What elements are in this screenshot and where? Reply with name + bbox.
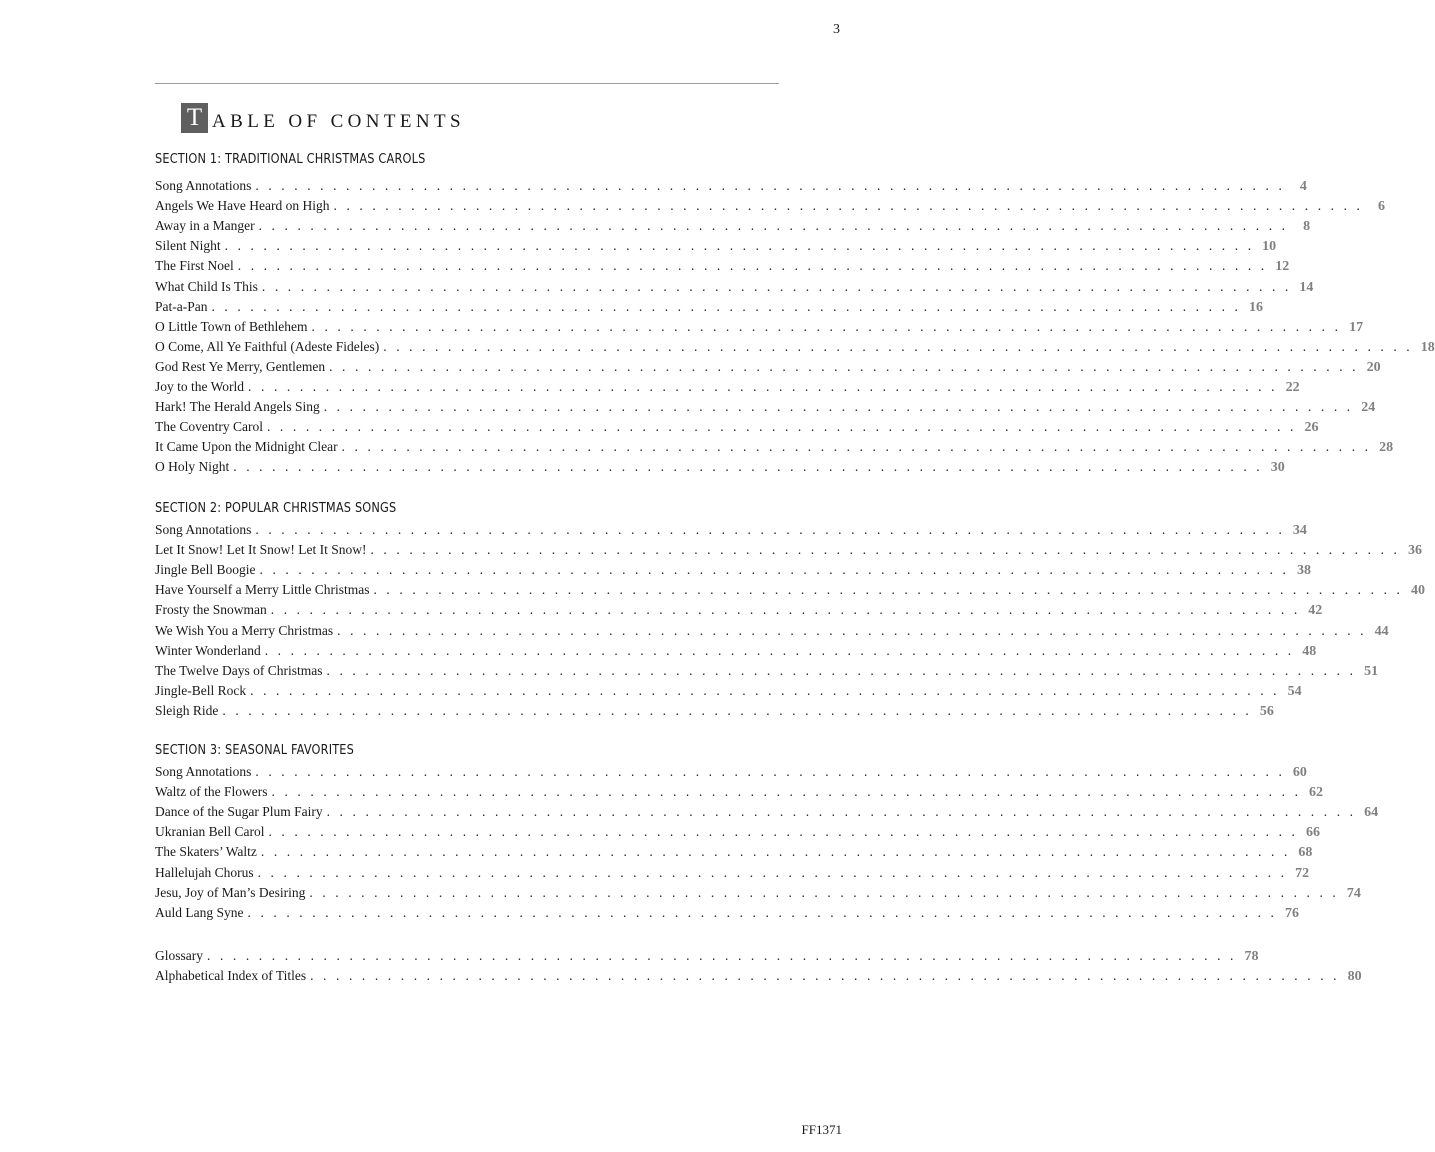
dot-leader: . . . . . . . . . . . . . . . . . . . . . . . . . . . . . . . . . . . . . . . . . . . . . . . . . . . . . . . . . . . . . . . . . . . . . . . . . . . . . . . . bbox=[233, 459, 1263, 475]
toc-entry-title: Dance of the Sugar Plum Fairy bbox=[155, 804, 323, 820]
dot-leader: . . . . . . . . . . . . . . . . . . . . . . . . . . . . . . . . . . . . . . . . . . . . . . . . . . . . . . . . . . . . . . . . . . . . . . . . . . . . . . . . bbox=[248, 379, 1278, 394]
toc-entry-title: Angels We Have Heard on High bbox=[155, 198, 330, 214]
toc-entry-title: Alphabetical Index of Titles bbox=[155, 968, 307, 984]
toc-entry bbox=[155, 540, 1422, 560]
dot-leader: . . . . . . . . . . . . . . . . . . . . . . . . . . . . . . . . . . . . . . . . . . . . . . . . . . . . . . . . . . . . . . . . . . . . . . . . . . . . . . . . bbox=[309, 884, 1339, 900]
section-2-heading: SECTION 2: POPULAR CHRISTMAS SONGS bbox=[155, 500, 397, 516]
toc-entry-title: Silent Night bbox=[155, 238, 221, 254]
dot-leader: . . . . . . . . . . . . . . . . . . . . . . . . . . . . . . . . . . . . . . . . . . . . . . . . . . . . . . . . . . . . . . . . . . . . . . . . . . . . . . . . bbox=[326, 804, 1357, 820]
toc-entry-page: 68 bbox=[1298, 845, 1313, 861]
toc-entry bbox=[155, 297, 1264, 317]
dot-leader: . . . . . . . . . . . . . . . . . . . . . . . . . . . . . . . . . . . . . . . . . . . . . . . . . . . . . . . . . . . . . . . . . . . . . . . . . . . . . . . . bbox=[311, 318, 1342, 334]
toc-entry-title: Hallelujah Chorus bbox=[155, 864, 254, 880]
toc-entry-title: O Holy Night bbox=[155, 459, 230, 475]
dot-leader: . . . . . . . . . . . . . . . . . . . . . . . . . . . . . . . . . . . . . . . . . . . . . . . . . . . . . . . . . . . . . . . . . . . . . . . . . . . . . . . . bbox=[370, 542, 1400, 558]
toc-entry-page: 66 bbox=[1306, 825, 1321, 841]
toc-entry bbox=[155, 802, 1379, 822]
toc-entry-title: Jingle Bell Boogie bbox=[155, 562, 256, 578]
toc-entry-page: 34 bbox=[1292, 523, 1307, 538]
toc-entry-title: Have Yourself a Merry Little Christmas bbox=[155, 582, 370, 598]
toc-entry-page: 6 bbox=[1378, 199, 1386, 215]
dot-leader: . . . . . . . . . . . . . . . . . . . . . . . . . . . . . . . . . . . . . . . . . . . . . . . . . . . . . . . . . . . . . . . . . . . . . . . . . . . . . . . . bbox=[268, 824, 1299, 840]
toc-entry-page: 12 bbox=[1275, 259, 1290, 275]
dot-leader: . . . . . . . . . . . . . . . . . . . . . . . . . . . . . . . . . . . . . . . . . . . . . . . . . . . . . . . . . . . . . . . . . . . . . . . . . . . . . . . . bbox=[255, 178, 1285, 193]
toc-entry-page: 24 bbox=[1361, 400, 1376, 416]
toc-entry-page: 44 bbox=[1374, 623, 1389, 639]
section-1-heading: SECTION 1: TRADITIONAL CHRISTMAS CAROLS bbox=[155, 151, 426, 167]
toc-entry-page: 22 bbox=[1285, 380, 1300, 395]
dot-leader: . . . . . . . . . . . . . . . . . . . . . . . . . . . . . . . . . . . . . . . . . . . . . . . . . . . . . . . . . . . . . . . . . . . . . . . . . . . . . . . . bbox=[310, 968, 1340, 984]
toc-entry-page: 8 bbox=[1303, 219, 1311, 235]
dot-leader: . . . . . . . . . . . . . . . . . . . . . . . . . . . . . . . . . . . . . . . . . . . . . . . . . . . . . . . . . . . . . . . . . . . . . . . . . . . . . . . . bbox=[237, 258, 1268, 274]
toc-entry bbox=[155, 216, 1311, 236]
toc-entry-page: 40 bbox=[1411, 583, 1425, 599]
toc-entry-page: 16 bbox=[1249, 299, 1264, 315]
toc-entry-title: What Child Is This bbox=[155, 278, 258, 294]
toc-entry-page: 78 bbox=[1244, 949, 1259, 964]
toc-entry-page: 20 bbox=[1366, 359, 1381, 375]
dot-leader: . . . . . . . . . . . . . . . . . . . . . . . . . . . . . . . . . . . . . . . . . . . . . . . . . . . . . . . . . . . . . . . . . . . . . . . . . . . . . . . . bbox=[271, 784, 1302, 800]
toc-entry bbox=[155, 277, 1314, 297]
toc-entry-page: 56 bbox=[1259, 703, 1274, 719]
toc-entry bbox=[155, 437, 1394, 457]
dot-leader: . . . . . . . . . . . . . . . . . . . . . . . . . . . . . . . . . . . . . . . . . . . . . . . . . . . . . . . . . . . . . . . . . . . . . . . . . . . . . . . . bbox=[247, 904, 1278, 920]
dot-leader: . . . . . . . . . . . . . . . . . . . . . . . . . . . . . . . . . . . . . . . . . . . . . . . . . . . . . . . . . . . . . . . . . . . . . . . . . . . . . . . . bbox=[329, 358, 1359, 374]
toc-entry-page: 76 bbox=[1285, 905, 1300, 921]
toc-entry-page: 48 bbox=[1302, 643, 1317, 659]
toc-entry-title: Frosty the Snowman bbox=[155, 602, 267, 618]
toc-entry-page: 28 bbox=[1379, 440, 1394, 456]
toc-entry-title: Jingle-Bell Rock bbox=[155, 682, 247, 698]
toc-entry bbox=[155, 357, 1381, 377]
page-number: 3 bbox=[833, 22, 840, 37]
toc-entry-title: Sleigh Ride bbox=[155, 702, 219, 718]
toc-entry bbox=[155, 417, 1319, 437]
dot-leader: . . . . . . . . . . . . . . . . . . . . . . . . . . . . . . . . . . . . . . . . . . . . . . . . . . . . . . . . . . . . . . . . . . . . . . . . . . . . . . . . bbox=[337, 622, 1367, 638]
section-3-heading: SECTION 3: SEASONAL FAVORITES bbox=[155, 742, 355, 758]
dot-leader: . . . . . . . . . . . . . . . . . . . . . . . . . . . . . . . . . . . . . . . . . . . . . . . . . . . . . . . . . . . . . . . . . . . . . . . . . . . . . . . . bbox=[258, 218, 1289, 234]
toc-entry-title: Joy to the World bbox=[155, 379, 245, 394]
toc-entry-title: Ukranian Bell Carol bbox=[155, 824, 265, 840]
toc-entry-page: 30 bbox=[1270, 460, 1285, 476]
toc-entry-title: Waltz of the Flowers bbox=[155, 784, 268, 800]
toc-entry-page: 74 bbox=[1346, 885, 1361, 901]
dot-leader: . . . . . . . . . . . . . . . . . . . . . . . . . . . . . . . . . . . . . . . . . . . . . . . . . . . . . . . . . . . . . . . . . . . . . . . . . . . . . . . . bbox=[341, 439, 1372, 455]
toc-entry bbox=[155, 176, 1307, 196]
toc-entry bbox=[155, 377, 1300, 397]
dot-leader: . . . . . . . . . . . . . . . . . . . . . . . . . . . . . . . . . . . . . . . . . . . . . . . . . . . . . . . . . . . . . . . . . . . . . . . . . . . . . . . . bbox=[255, 764, 1285, 779]
toc-entry bbox=[155, 883, 1361, 903]
toc-entry-title: Jesu, Joy of Man’s Desiring bbox=[155, 884, 306, 900]
toc-entry-page: 10 bbox=[1262, 239, 1277, 255]
toc-entry bbox=[155, 580, 1425, 600]
toc-entry bbox=[155, 966, 1362, 986]
dot-leader: . . . . . . . . . . . . . . . . . . . . . . . . . . . . . . . . . . . . . . . . . . . . . . . . . . . . . . . . . . . . . . . . . . . . . . . . . . . . . . . . bbox=[250, 682, 1280, 698]
toc-entry-page: 60 bbox=[1292, 765, 1307, 780]
dot-leader: . . . . . . . . . . . . . . . . . . . . . . . . . . . . . . . . . . . . . . . . . . . . . . . . . . . . . . . . . . . . . . . . . . . . . . . . . . . . . . . . bbox=[270, 602, 1301, 618]
toc-entry-title: Glossary bbox=[155, 948, 203, 963]
toc-entry bbox=[155, 621, 1389, 641]
toc-entry bbox=[155, 256, 1290, 276]
header-rule bbox=[155, 83, 779, 84]
toc-entry bbox=[155, 457, 1285, 477]
dot-leader: . . . . . . . . . . . . . . . . . . . . . . . . . . . . . . . . . . . . . . . . . . . . . . . . . . . . . . . . . . . . . . . . . . . . . . . . . . . . . . . . bbox=[224, 238, 1255, 254]
toc-entry bbox=[155, 641, 1317, 661]
toc-entry-title: O Little Town of Bethlehem bbox=[155, 318, 308, 334]
dot-leader: . . . . . . . . . . . . . . . . . . . . . . . . . . . . . . . . . . . . . . . . . . . . . . . . . . . . . . . . . . . . . . . . . . . . . . . . . . . . . . . . bbox=[259, 562, 1290, 578]
footer-code: FF1371 bbox=[801, 1122, 842, 1137]
toc-entry-title: The First Noel bbox=[155, 258, 234, 274]
toc-entry bbox=[155, 681, 1302, 701]
toc-entry-title: Auld Lang Syne bbox=[155, 904, 244, 920]
toc-entry-page: 72 bbox=[1295, 865, 1310, 881]
dot-leader: . . . . . . . . . . . . . . . . . . . . . . . . . . . . . . . . . . . . . . . . . . . . . . . . . . . . . . . . . . . . . . . . . . . . . . . . . . . . . . . . bbox=[261, 278, 1292, 294]
toc-entry-title: Pat-a-Pan bbox=[155, 298, 208, 314]
toc-entry-page: 26 bbox=[1304, 420, 1319, 436]
dot-leader: . . . . . . . . . . . . . . . . . . . . . . . . . . . . . . . . . . . . . . . . . . . . . . . . . . . . . . . . . . . . . . . . . . . . . . . . . . . . . . . . bbox=[257, 864, 1288, 880]
dot-leader: . . . . . . . . . . . . . . . . . . . . . . . . . . . . . . . . . . . . . . . . . . . . . . . . . . . . . . . . . . . . . . . . . . . . . . . . . . . . . . . . bbox=[373, 582, 1403, 598]
toc-entry-title: Song Annotations bbox=[155, 178, 252, 193]
toc-entry bbox=[155, 236, 1277, 256]
toc-entry-page: 80 bbox=[1347, 969, 1362, 985]
toc-entry-title: Let It Snow! Let It Snow! Let It Snow! bbox=[155, 542, 367, 558]
toc-entry-page: 54 bbox=[1287, 683, 1302, 699]
toc-entry-page: 14 bbox=[1299, 279, 1314, 295]
toc-entry bbox=[155, 560, 1312, 580]
toc-entry-page: 38 bbox=[1297, 563, 1312, 579]
toc-entry-page: 17 bbox=[1349, 319, 1364, 335]
dot-leader: . . . . . . . . . . . . . . . . . . . . . . . . . . . . . . . . . . . . . . . . . . . . . . . . . . . . . . . . . . . . . . . . . . . . . . . . . . . . . . . . bbox=[260, 844, 1291, 860]
toc-entry bbox=[155, 842, 1313, 862]
toc-entry bbox=[155, 337, 1435, 357]
dot-leader: . . . . . . . . . . . . . . . . . . . . . . . . . . . . . . . . . . . . . . . . . . . . . . . . . . . . . . . . . . . . . . . . . . . . . . . . . . . . . . . . bbox=[326, 662, 1357, 678]
toc-entry-title: The Skaters’ Waltz bbox=[155, 844, 257, 860]
dot-leader: . . . . . . . . . . . . . . . . . . . . . . . . . . . . . . . . . . . . . . . . . . . . . . . . . . . . . . . . . . . . . . . . . . . . . . . . . . . . . . . . bbox=[222, 702, 1252, 718]
toc-entry-title: The Coventry Carol bbox=[155, 419, 263, 435]
title-text: ABLE OF CONTENTS bbox=[212, 111, 466, 132]
dot-leader: . . . . . . . . . . . . . . . . . . . . . . . . . . . . . . . . . . . . . . . . . . . . . . . . . . . . . . . . . . . . . . . . . . . . . . . . . . . . . . . . bbox=[211, 298, 1242, 314]
toc-entry-page: 4 bbox=[1299, 179, 1307, 194]
toc-entry-title: Away in a Manger bbox=[155, 218, 255, 234]
toc-entry-title: It Came Upon the Midnight Clear bbox=[155, 439, 338, 455]
toc-entry bbox=[155, 397, 1376, 417]
toc-entry bbox=[155, 946, 1259, 966]
toc-entry bbox=[155, 762, 1307, 782]
toc-entry-title: Song Annotations bbox=[155, 522, 252, 537]
toc-entry bbox=[155, 661, 1379, 681]
toc-entry bbox=[155, 863, 1310, 883]
dot-leader: . . . . . . . . . . . . . . . . . . . . . . . . . . . . . . . . . . . . . . . . . . . . . . . . . . . . . . . . . . . . . . . . . . . . . . . . . . . . . . . . bbox=[264, 642, 1295, 658]
dot-leader: . . . . . . . . . . . . . . . . . . . . . . . . . . . . . . . . . . . . . . . . . . . . . . . . . . . . . . . . . . . . . . . . . . . . . . . . . . . . . . . . bbox=[207, 948, 1237, 963]
toc-entry bbox=[155, 317, 1364, 337]
toc-entry-page: 42 bbox=[1308, 603, 1323, 619]
toc-entry bbox=[155, 600, 1323, 620]
toc-entry-title: The Twelve Days of Christmas bbox=[155, 662, 323, 678]
toc-entry-page: 18 bbox=[1420, 339, 1435, 355]
toc-entry bbox=[155, 701, 1274, 721]
toc-entry-page: 51 bbox=[1364, 663, 1379, 679]
dot-leader: . . . . . . . . . . . . . . . . . . . . . . . . . . . . . . . . . . . . . . . . . . . . . . . . . . . . . . . . . . . . . . . . . . . . . . . . . . . . . . . . bbox=[255, 522, 1285, 537]
page-title bbox=[181, 103, 465, 133]
dot-leader: . . . . . . . . . . . . . . . . . . . . . . . . . . . . . . . . . . . . . . . . . . . . . . . . . . . . . . . . . . . . . . . . . . . . . . . . . . . . . . . . bbox=[383, 338, 1413, 354]
dot-leader: . . . . . . . . . . . . . . . . . . . . . . . . . . . . . . . . . . . . . . . . . . . . . . . . . . . . . . . . . . . . . . . . . . . . . . . . . . . . . . . . bbox=[333, 198, 1364, 214]
toc-entry-title: Song Annotations bbox=[155, 764, 252, 779]
toc-entry bbox=[155, 196, 1386, 216]
toc-entry-title: We Wish You a Merry Christmas bbox=[155, 622, 334, 638]
dot-leader: . . . . . . . . . . . . . . . . . . . . . . . . . . . . . . . . . . . . . . . . . . . . . . . . . . . . . . . . . . . . . . . . . . . . . . . . . . . . . . . . bbox=[323, 399, 1354, 415]
toc-entry bbox=[155, 782, 1324, 802]
toc-entry-page: 36 bbox=[1408, 543, 1422, 559]
toc-entry-title: God Rest Ye Merry, Gentlemen bbox=[155, 358, 326, 374]
toc-entry-page: 64 bbox=[1364, 805, 1379, 821]
dot-leader: . . . . . . . . . . . . . . . . . . . . . . . . . . . . . . . . . . . . . . . . . . . . . . . . . . . . . . . . . . . . . . . . . . . . . . . . . . . . . . . . bbox=[266, 419, 1297, 435]
title-initial-block: T bbox=[181, 103, 208, 133]
toc-entry bbox=[155, 520, 1307, 540]
toc-entry bbox=[155, 903, 1300, 923]
toc-entry-title: O Come, All Ye Faithful (Adeste Fideles) bbox=[155, 338, 380, 354]
toc-entry-page: 62 bbox=[1309, 785, 1324, 801]
toc-entry bbox=[155, 822, 1321, 842]
toc-entry-title: Winter Wonderland bbox=[155, 642, 261, 658]
toc-entry-title: Hark! The Herald Angels Sing bbox=[155, 399, 320, 415]
